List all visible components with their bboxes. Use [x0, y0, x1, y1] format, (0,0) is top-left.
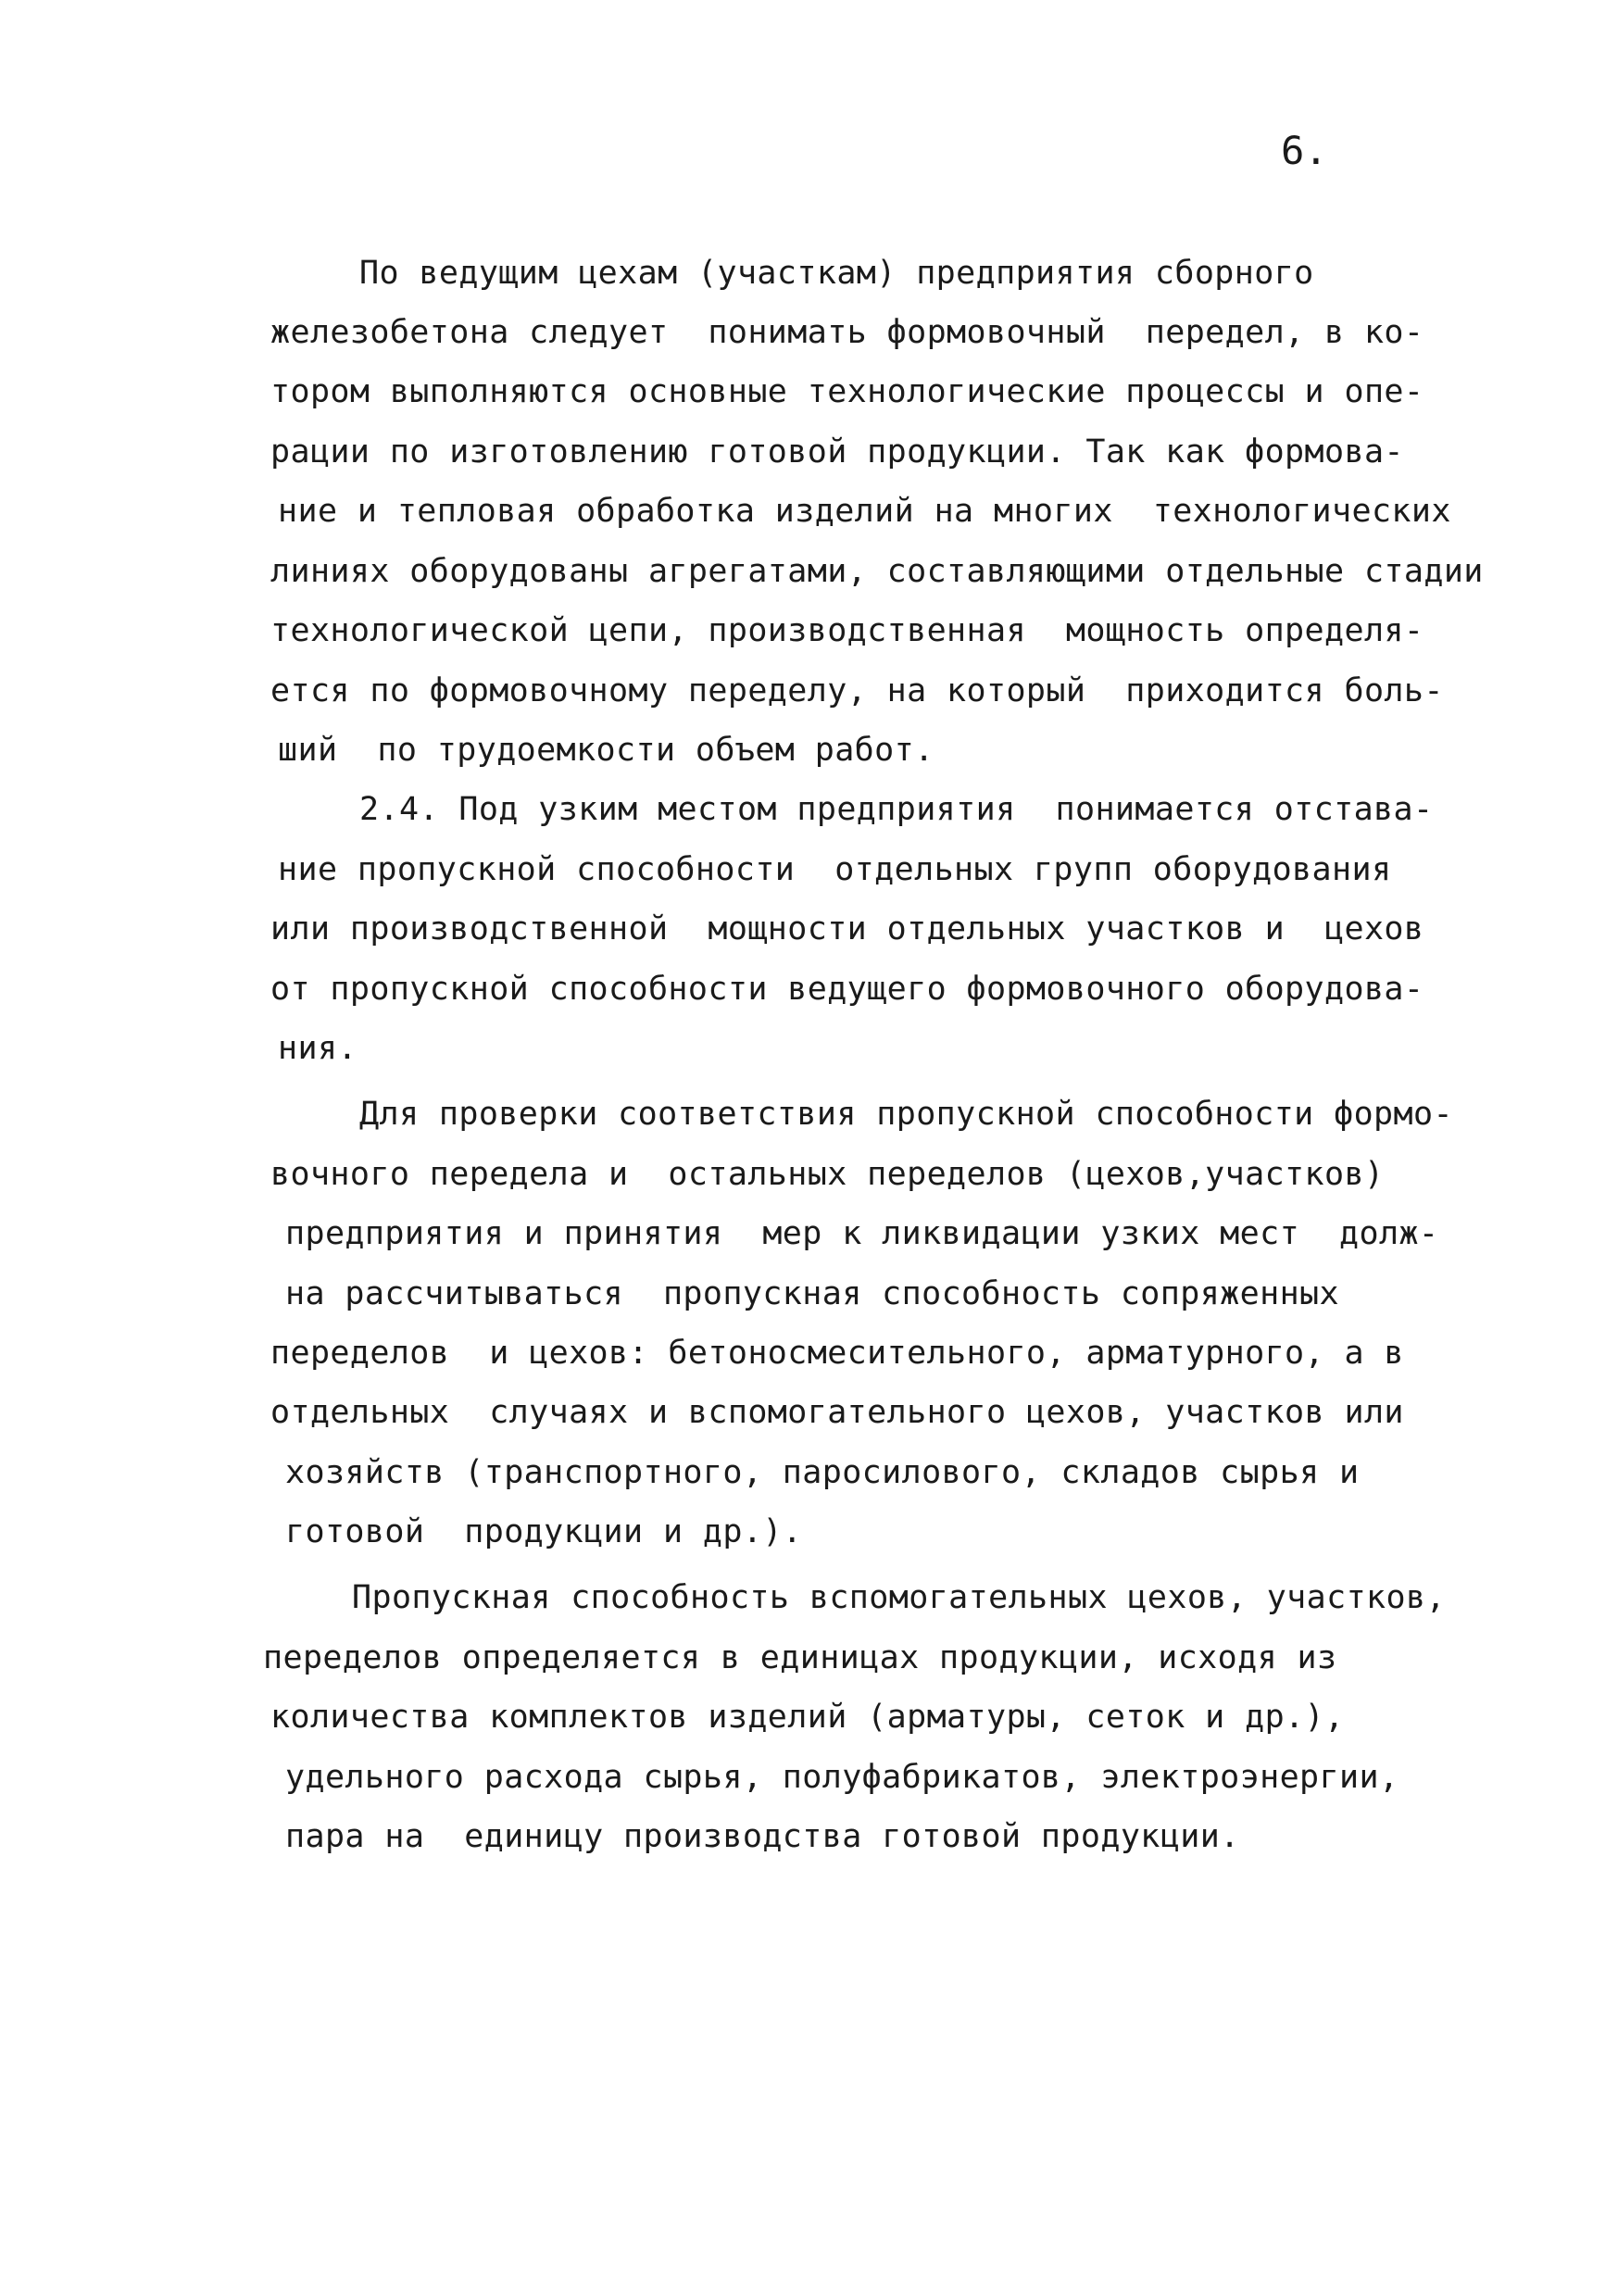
text-line: переделов определяется в единицах продукции, исходя из	[263, 1639, 1337, 1676]
text-line: хозяйств (транспортного, паросилового, складов сырья и	[285, 1454, 1360, 1491]
text-line: Для проверки соответствия пропускной способности формо-	[359, 1096, 1453, 1133]
text-line: Пропускная способность вспомогательных цехов, участков,	[352, 1579, 1446, 1616]
text-line: ние и тепловая обработка изделий на многих технологических	[278, 493, 1451, 530]
text-line: ется по формовочному переделу, на который приходится боль-	[270, 672, 1444, 709]
text-line: на рассчитываться пропускная способность сопряженных	[285, 1275, 1340, 1312]
text-line: отдельных случаях и вспомогательного цехов, участков или	[270, 1394, 1404, 1431]
text-line: технологической цепи, производственная мощность определя-	[270, 612, 1424, 649]
text-line: вочного передела и остальных переделов (цехов,участков)	[270, 1156, 1385, 1193]
text-line: ший по трудоемкости объем работ.	[278, 732, 934, 769]
page-number: 6.	[1281, 128, 1328, 173]
text-line: количества комплектов изделий (арматуры, сеток и др.),	[270, 1699, 1345, 1736]
text-line: рации по изготовлению готовой продукции. Так как формова-	[270, 433, 1404, 470]
text-line: ние пропускной способности отдельных групп оборудования	[278, 851, 1392, 888]
text-line: 2.4. Под узким местом предприятия понимается отстава-	[359, 791, 1434, 828]
text-line: от пропускной способности ведущего формовочного оборудова-	[270, 971, 1424, 1008]
text-line: пара на единицу производства готовой продукции.	[285, 1818, 1240, 1855]
text-line: линиях оборудованы агрегатами, составляющими отдельные стадии	[270, 553, 1484, 590]
text-line: или производственной мощности отдельных участков и цехов	[270, 910, 1424, 947]
text-line: железобетона следует понимать формовочный передел, в ко-	[270, 314, 1424, 351]
text-line: удельного расхода сырья, полуфабрикатов, электроэнергии,	[285, 1759, 1399, 1796]
text-line: готовой продукции и др.).	[285, 1513, 803, 1550]
text-line: переделов и цехов: бетоносмесительного, арматурного, а в	[270, 1335, 1404, 1372]
text-line: тором выполняются основные технологические процессы и опе-	[270, 373, 1424, 410]
text-line: предприятия и принятия мер к ликвидации узких мест долж-	[285, 1215, 1439, 1252]
text-line: ния.	[278, 1030, 357, 1067]
text-line: По ведущим цехам (участкам) предприятия сборного	[359, 255, 1314, 292]
